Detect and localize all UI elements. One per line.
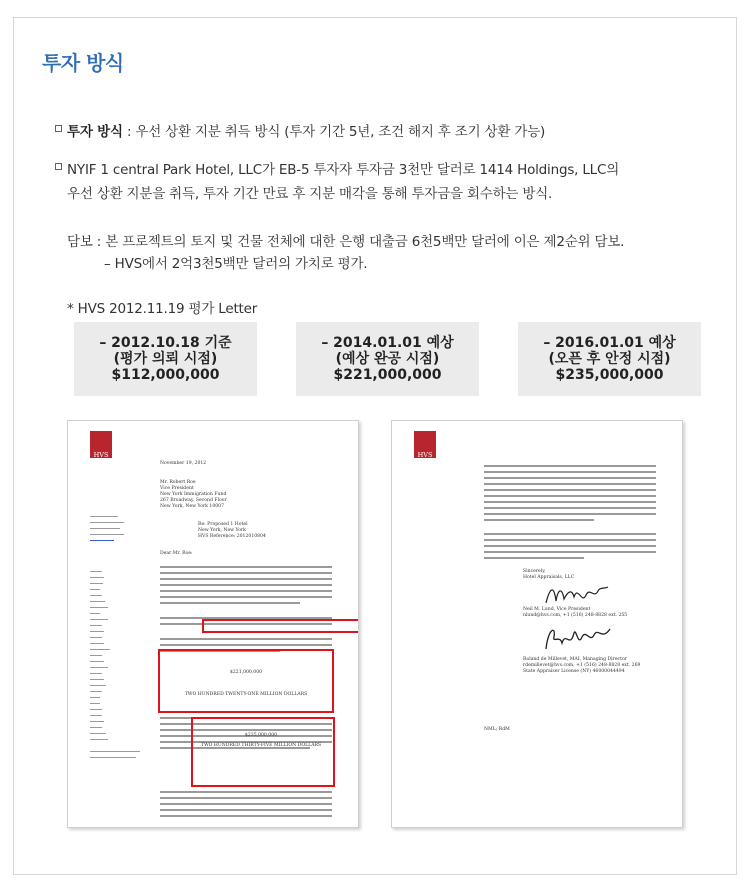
signer-1-contact: nlund@hvs.com, +1 (516) 248-8828 ext. 255 — [523, 613, 628, 618]
bullet-text: : 우선 상환 지분 취득 방식 (투자 기간 5년, 조건 해지 후 조기 상환 가능) — [122, 124, 546, 140]
highlight-box — [202, 619, 359, 633]
bullet-icon — [55, 163, 62, 170]
bullet-investment-method — [67, 120, 545, 140]
letter-addr-title: Vice President — [160, 486, 194, 491]
letter-amount-1: $221,000,000 — [229, 670, 263, 675]
letter-addr-city: New York, New York 10007 — [160, 504, 225, 509]
letter-re-1: Re: Proposed 1 Hotel — [198, 522, 248, 527]
letter-date: November 19, 2012 — [160, 461, 207, 466]
hvs-logo: HVS — [90, 431, 112, 458]
valuation-date: – 2016.01.01 예상 — [543, 335, 676, 351]
hvs-logo: HVS — [414, 431, 436, 458]
hvs-letter-page-2 — [391, 420, 683, 828]
highlight-box — [191, 717, 335, 787]
signature-1 — [542, 581, 612, 609]
signer-2-license: State Appraiser License (NY) 46000044494 — [523, 669, 625, 674]
bullet-label: 투자 방식 — [67, 124, 123, 140]
valuation-box-2016 — [518, 322, 701, 396]
valuation-box-2014 — [296, 322, 479, 396]
valuation-desc: (평가 의뢰 시점) — [113, 351, 218, 367]
letter-company: Hotel Appraisals, LLC — [523, 575, 575, 580]
signer-1-name: Neil M. Lund, Vice President — [523, 607, 591, 612]
page-title: 투자 방식 — [42, 51, 124, 75]
letter-addr-street: 267 Broadway, Second Floor — [160, 498, 227, 503]
valuation-date: – 2012.10.18 기준 — [99, 335, 232, 351]
valuation-box-2012 — [74, 322, 257, 396]
letter-amount-2: $235,000,000 — [244, 733, 278, 738]
valuation-date: – 2014.01.01 예상 — [321, 335, 454, 351]
letter-addr-name: Mr. Robert Roe — [160, 480, 196, 485]
letter-initials: NML; RdM — [484, 727, 510, 732]
valuation-value: $235,000,000 — [555, 367, 664, 383]
highlight-box — [158, 649, 334, 713]
signer-2-contact: rdemillevet@hvs.com, +1 (516) 248-8828 ext. 269 — [523, 663, 641, 668]
letter-salutation: Dear Mr. Roe: — [160, 551, 193, 556]
signature-2 — [540, 623, 620, 653]
letter-closing: Sincerely, — [523, 569, 546, 574]
letter-amount-words-2: TWO HUNDRED THIRTY-FIVE MILLION DOLLARS — [200, 743, 322, 748]
valuation-value: $112,000,000 — [111, 367, 220, 383]
letter-addr-org: New York Immigration Fund — [160, 492, 227, 497]
signer-2-name: Roland de Millevet, MAI, Managing Director — [523, 657, 627, 662]
hvs-letter-page-1 — [67, 420, 359, 828]
letter-amount-words-1: TWO HUNDRED TWENTY-ONE MILLION DOLLARS — [184, 692, 308, 697]
bullet-icon — [55, 125, 62, 132]
letter-re-3: HVS Reference: 2012010804 — [198, 534, 266, 539]
collateral-line1: 담보 : 본 프로젝트의 토지 및 건물 전체에 대한 은행 대출금 6천5백만 달러에 이은 제2순위 담보. — [67, 234, 625, 250]
bullet-description-line1: NYIF 1 central Park Hotel, LLC가 EB-5 투자자 투자금 3천만 달러로 1414 Holdings, LLC의 — [67, 162, 620, 178]
valuation-note: * HVS 2012.11.19 평가 Letter — [67, 301, 258, 317]
valuation-desc: (예상 완공 시점) — [335, 351, 440, 367]
valuation-desc: (오픈 후 안정 시점) — [548, 351, 671, 367]
collateral-line2: – HVS에서 2억3천5백만 달러의 가치로 평가. — [104, 256, 368, 272]
bullet-description-line2: 우선 상환 지분을 취득, 투자 기간 만료 후 지분 매각을 통해 투자금을 회수하는 방식. — [67, 186, 553, 202]
letter-re-2: New York, New York — [198, 528, 246, 533]
valuation-value: $221,000,000 — [333, 367, 442, 383]
